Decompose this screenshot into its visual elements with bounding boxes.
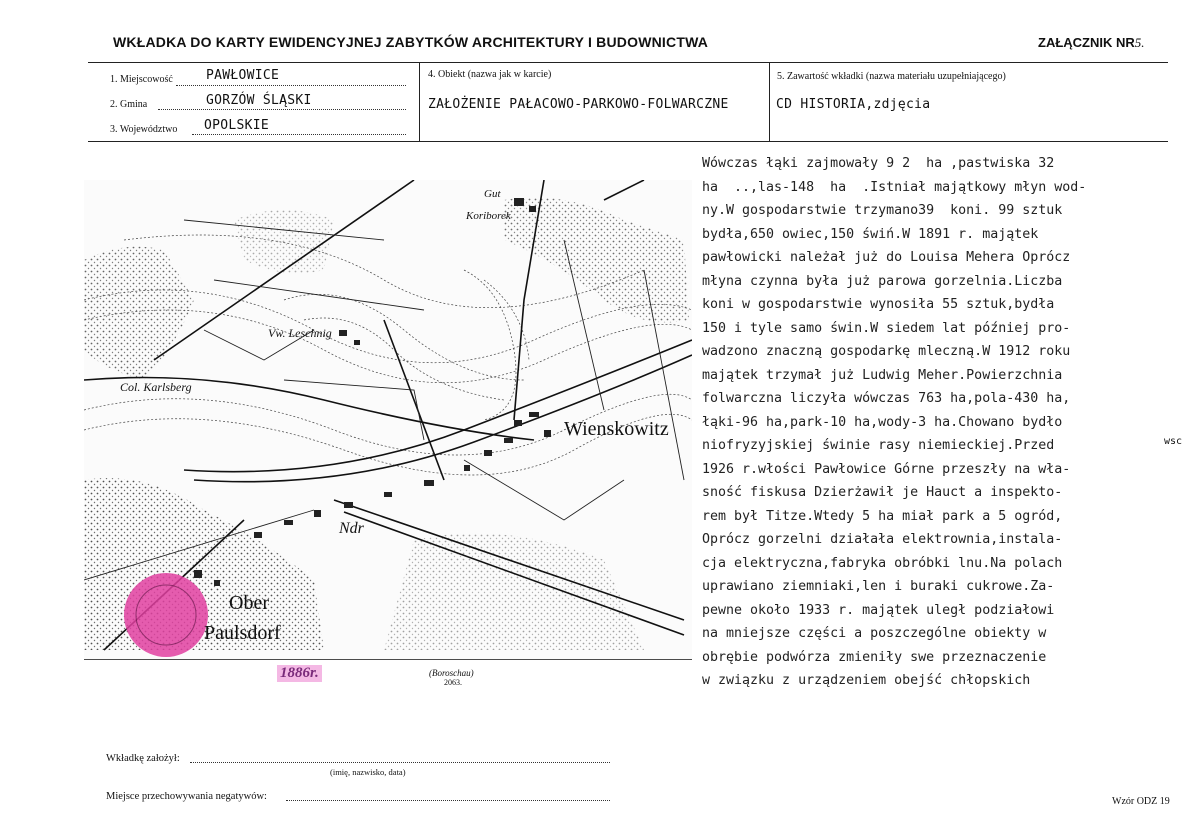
body-text-line: Oprócz gorzelni działała elektrownia,instala- (702, 532, 1063, 547)
body-text-line: na mniejsze części a poszczególne obiekty w (702, 626, 1047, 641)
body-text-line: łąki-96 ha,park-10 ha,wody-3 ha.Chowano bydło (702, 414, 1063, 430)
voivodeship-label: 3. Województwo (110, 124, 178, 135)
body-text-line: koni w gospodarstwie wynosiła 55 sztuk,bydła (702, 297, 1055, 312)
contents-label: 5. Zawartość wkładki (nazwa materiału uzupełniającego) (777, 71, 1006, 82)
locality-label: 1. Miejscowość (110, 74, 173, 85)
body-text-line: rem był Titze.Wtedy 5 ha miał park a 5 ogród, (702, 508, 1063, 524)
body-text-line: cja elektryczna,fabryka obróbki lnu.Na polach (702, 555, 1063, 571)
margin-note: wsc (1164, 436, 1183, 447)
locality-value: PAWŁOWICE (206, 68, 280, 83)
column-divider (419, 63, 420, 141)
map-year-stamp: 1886r. (277, 665, 322, 682)
attachment-number (1038, 35, 1145, 51)
body-text-line: folwarczna liczyła wówczas 763 ha,pola-430 ha, (702, 391, 1071, 406)
body-text-line: obrębie podwórza zmieniły swe przeznaczenie (702, 649, 1047, 665)
founded-dotted-line (190, 762, 610, 763)
body-text-line: pewne około 1933 r. majątek uległ podziałowi (702, 602, 1055, 618)
locality-dotted-line (176, 85, 406, 86)
map-label-leschnig: Vw. Leschnig (268, 326, 332, 340)
map-label-paulsdorf: Paulsdorf (204, 622, 281, 644)
contents-value: CD HISTORIA,zdjęcia (776, 97, 931, 112)
map-label-height: 2063. (444, 678, 462, 687)
body-text-line: ha ..,las-148 ha .Istniał majątkowy młyn wod- (702, 179, 1087, 195)
object-value: ZAŁOŻENIE PAŁACOWO-PARKOWO-FOLWARCZNE (428, 97, 729, 112)
map-label-gut: Gut (484, 188, 501, 200)
commune-dotted-line (158, 109, 406, 110)
map-label-karlsberg: Col. Karlsberg (120, 380, 192, 394)
body-text-line: pawłowicki należał już do Louisa Mehera Oprócz (702, 250, 1071, 265)
map-label-wienskowitz: Wienskowitz (564, 418, 669, 440)
commune-label: 2. Gmina (110, 99, 148, 110)
document-title: WKŁADKA DO KARTY EWIDENCYJNEJ ZABYTKÓW ARCHITEKTURY I BUDOWNICTWA (113, 34, 709, 50)
map-label-ober: Ober (229, 592, 269, 614)
body-text-line: 1926 r.włości Pawłowice Górne przeszły na wła- (702, 461, 1071, 477)
founded-sublabel: (imię, nazwisko, data) (330, 767, 406, 777)
map-label-koriborek: Koriborek (466, 210, 511, 222)
body-text-line: niofryzyjskiej świnie rasy niemieckiej.Przed (702, 438, 1055, 453)
header-form (88, 62, 1168, 142)
body-text-line: Wówczas łąki zajmowały 9 2 ha ,pastwiska 32 (702, 156, 1055, 171)
attachment-label: ZAŁĄCZNIK NR (1038, 35, 1135, 50)
column-divider (769, 63, 770, 141)
voivodeship-dotted-line (192, 134, 406, 135)
map-label-ndr: Ndr (339, 520, 364, 537)
library-stamp (124, 573, 208, 657)
founded-label: Wkładkę założył: (106, 753, 180, 764)
commune-value: GORZÓW ŚLĄSKI (206, 93, 312, 108)
body-text-line: 150 i tyle samo świn.W siedem lat później pro- (702, 320, 1071, 336)
object-label: 4. Obiekt (nazwa jak w karcie) (428, 69, 552, 80)
body-text-line: uprawiano ziemniaki,len i buraki cukrowe.Za- (702, 579, 1055, 594)
negatives-label: Miejsce przechowywania negatywów: (106, 791, 267, 802)
body-text-line: młyna czynna była już parowa gorzelnia.Liczba (702, 273, 1063, 289)
body-text-line: bydła,650 owiec,150 świń.W 1891 r. majątek (702, 226, 1039, 242)
form-code: Wzór ODZ 19 (1112, 796, 1170, 807)
voivodeship-value: OPOLSKIE (204, 118, 270, 133)
body-text-line: majątek trzymał już Ludwig Meher.Powierzchnia (702, 367, 1063, 383)
body-text-line: sność fiskusa Dzierżawił je Hauct a inspekto- (702, 485, 1063, 500)
historical-map (84, 180, 692, 687)
body-text-line: ny.W gospodarstwie trzymano39 koni. 99 sztuk (702, 203, 1063, 218)
negatives-dotted-line (286, 800, 610, 801)
body-text-line: wadzono znaczną gospodarkę mleczną.W 1912 roku (702, 344, 1071, 359)
attachment-number-value: 5. (1134, 35, 1145, 50)
body-text-line: w związku z urządzeniem obejść chłopskich (702, 673, 1031, 688)
map-label-boroschau: (Boroschau) (429, 668, 474, 678)
